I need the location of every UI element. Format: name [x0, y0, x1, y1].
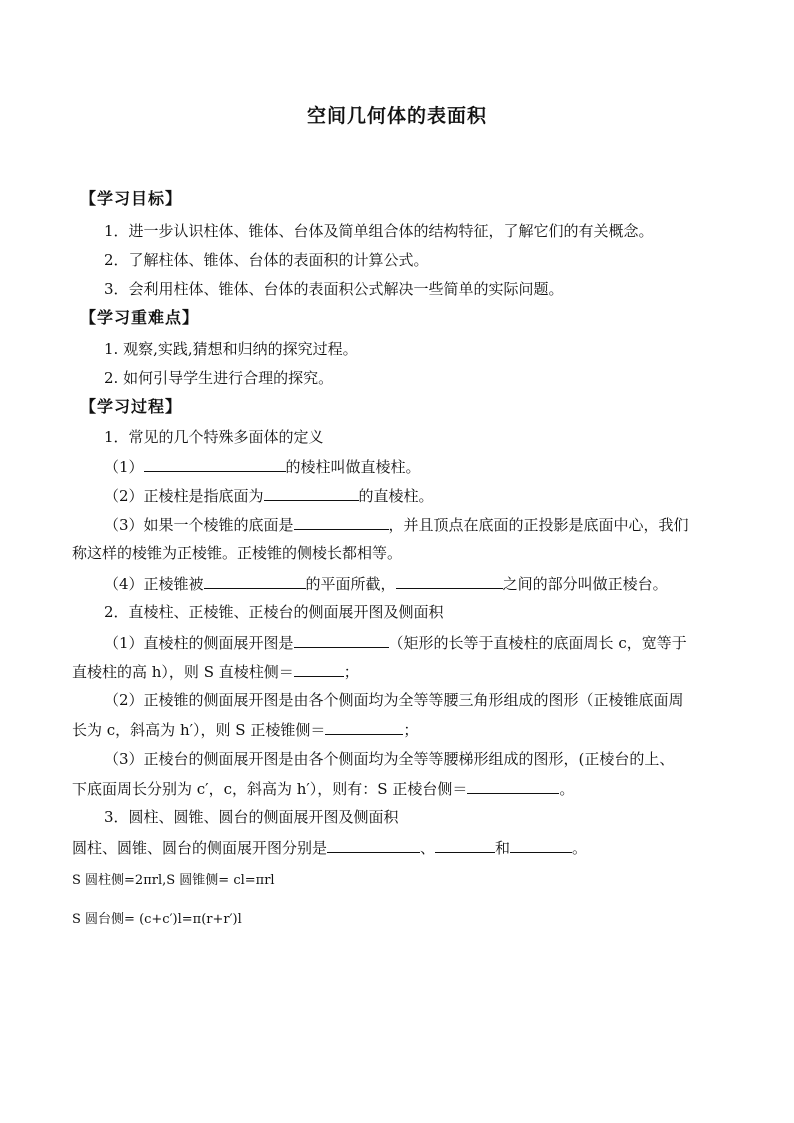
answer-blank[interactable]	[264, 485, 359, 501]
question-rotation-bodies: 圆柱、圆锥、圆台的侧面展开图分别是 、 和 。	[72, 839, 588, 857]
section-heading-difficulties: 【学习重难点】	[80, 308, 200, 327]
goal-item: 1．进一步认识柱体、锥体、台体及简单组合体的结构特征，了解它们的有关概念。	[104, 222, 654, 240]
item-right-prism: （1）直棱柱的侧面展开图是 （矩形的长等于直棱柱的底面周长 c，宽等于	[104, 634, 687, 652]
item-regular-pyramid: （2）正棱锥的侧面展开图是由各个侧面均为全等等腰三角形组成的图形（正棱锥底面周	[104, 691, 684, 709]
difficulty-item: 1. 观察,实践,猜想和归纳的探究过程。	[104, 340, 358, 358]
question-3-continued: 称这样的棱锥为正棱锥。正棱锥的侧棱长都相等。	[72, 544, 403, 562]
answer-blank[interactable]	[325, 719, 403, 735]
section-heading-goals: 【学习目标】	[80, 189, 183, 208]
subheading: 2．直棱柱、正棱锥、正棱台的侧面展开图及侧面积	[104, 603, 444, 621]
section-heading-process: 【学习过程】	[80, 397, 183, 416]
answer-blank[interactable]	[327, 837, 420, 853]
question-1: （1） 的棱柱叫做直棱柱。	[104, 458, 421, 476]
answer-blank[interactable]	[294, 632, 389, 648]
answer-blank[interactable]	[435, 837, 495, 853]
answer-blank[interactable]	[204, 573, 306, 589]
answer-blank[interactable]	[294, 514, 389, 530]
item-right-prism-continued: 直棱柱的高 h），则 S 直棱柱侧＝ ；	[72, 663, 359, 681]
answer-blank[interactable]	[510, 837, 572, 853]
item-regular-pyramid-continued: 长为 c，斜高为 h′），则 S 正棱锥侧＝ ；	[72, 721, 419, 739]
difficulty-item: 2. 如何引导学生进行合理的探究。	[104, 369, 334, 387]
answer-blank[interactable]	[467, 778, 559, 794]
item-regular-frustum-continued: 下底面周长分别为 c′，c，斜高为 h′），则有：S 正棱台侧＝ 。	[72, 780, 575, 798]
answer-blank[interactable]	[396, 573, 503, 589]
item-regular-frustum: （3）正棱台的侧面展开图是由各个侧面均为全等等腰梯形组成的图形，(正棱台的上、	[104, 750, 675, 768]
question-4: （4）正棱锥被 的平面所截， 之间的部分叫做正棱台。	[104, 575, 668, 593]
formula-frustum: S 圆台侧= (c+c′)l=π(r+r′)l	[72, 912, 242, 927]
question-3: （3）如果一个棱锥的底面是 ，并且顶点在底面的正投影是底面中心，我们	[104, 516, 689, 534]
page-title: 空间几何体的表面积	[306, 105, 487, 127]
goal-item: 3．会利用柱体、锥体、台体的表面积公式解决一些简单的实际问题。	[104, 280, 564, 298]
question-2: （2）正棱柱是指底面为 的直棱柱。	[104, 487, 434, 505]
formula-cylinder-cone: S 圆柱侧=2πrl,S 圆锥侧= cl=πrl	[72, 873, 275, 888]
answer-blank[interactable]	[144, 456, 286, 472]
goal-item: 2．了解柱体、锥体、台体的表面积的计算公式。	[104, 251, 429, 269]
answer-blank[interactable]	[294, 661, 344, 677]
subheading: 1．常见的几个特殊多面体的定义	[104, 428, 324, 446]
subheading: 3．圆柱、圆锥、圆台的侧面展开图及侧面积	[104, 808, 399, 826]
